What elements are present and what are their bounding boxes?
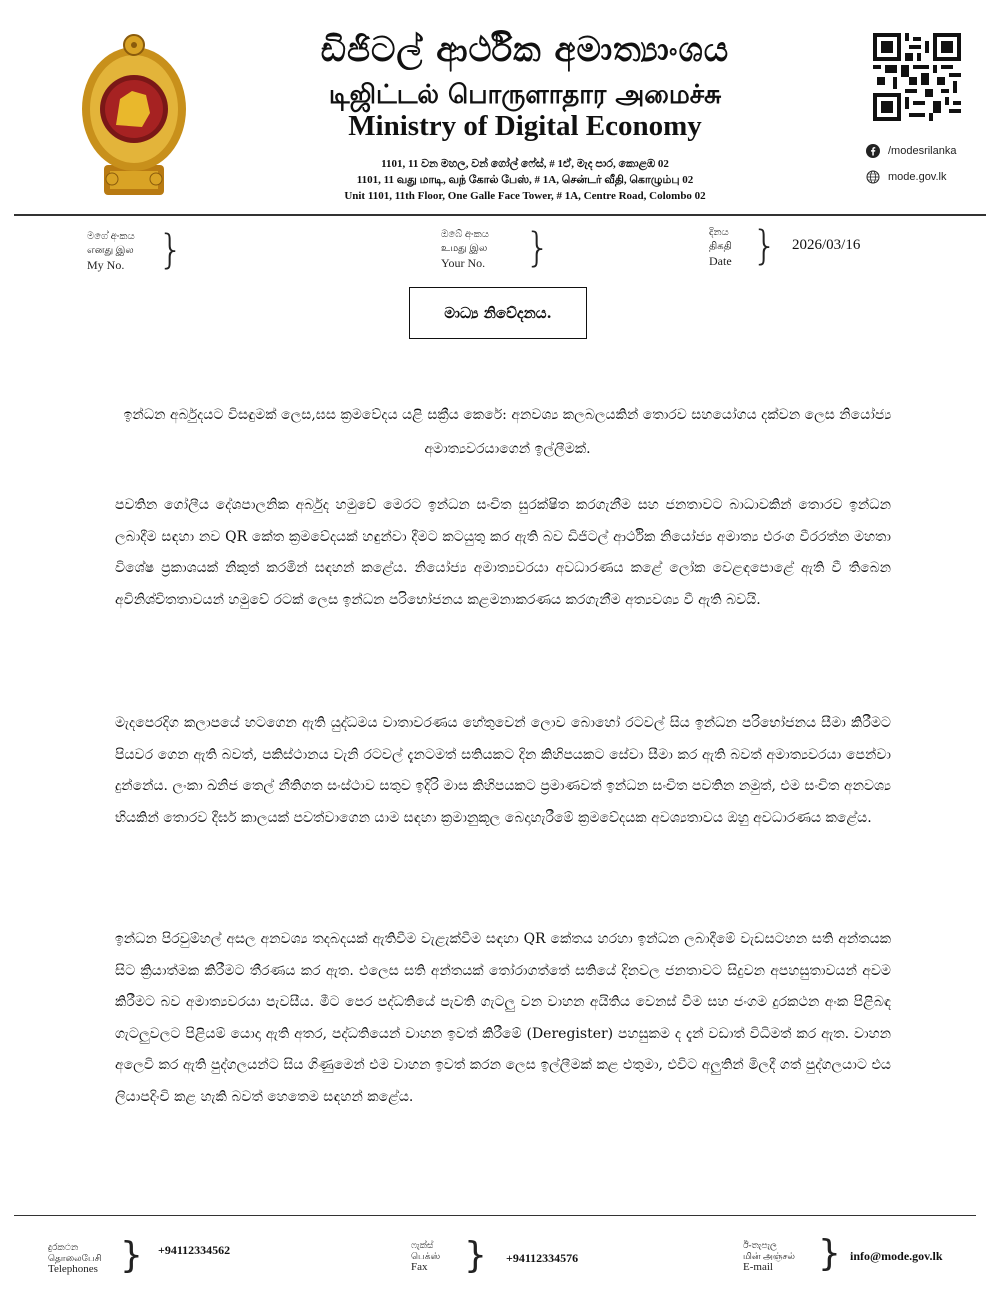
- paragraph-1: පවතින ගෝලීය දේශපාලනික අර්බුද හමුවේ මෙරට ඉන්ධන සංචිත සුරක්ෂිත කරගැනීම සහ ජනතාවට බාධාවකින් තොරව ඉන්ධන ලබාදීම සඳහා නව QR කේත ක්‍රමවේදයක් හඳුන්වා දීමට කටයුතු කර ඇති බව ඩිජිටල් ආර්ථික නියෝජ්‍ය අමාත්‍ය එරංග වීරරත්න මහතා විශේෂ ප්‍රකාශයක් නිකුත් කරමින් සඳහන් කළේය. නියෝජ්‍ය අමාත්‍යවරයා අවධාරණය කළේ ලෝක වෙළඳපොළේ ඇති වී තිබෙන අවිනිශ්චිතතාවයන් හමුවේ රටක් ලෙස ඉන්ධන පරිභෝජනය කළමනාකරණය කරගැනීම අත්‍යවශ්‍ය වී ඇති බවයි.: [115, 497, 891, 608]
- media-release-title: [409, 287, 587, 339]
- globe-icon: [866, 170, 880, 184]
- fax-label: ෆැක්ස් பெக்ஸ் Fax: [411, 1240, 441, 1273]
- date-value: 2026/03/16: [792, 237, 861, 253]
- paragraph-3: ඉන්ධන පිරවුම්හල් අසල අනවශ්‍ය තදබදයක් ඇතිවීම වැළැක්වීම සඳහා QR කේතය හරහා ඉන්ධන ලබාදීමේ වැඩසටහන සති අන්තයක සිට ක්‍රියාත්මක කිරීමට තීරණය කර ඇත. එලෙස සති අන්තයක් තෝරාගත්තේ සතියේ දිනවල ජනතාවට සිදුවන අපහසුතාවයන් අවම කිරීමට බව අමාත්‍යවරයා පැවසීය. මීට පෙර පද්ධතියේ පැවති ගැටලු වන වාහන අයිතිය වෙනස් වීම සහ ජංගම දුරකථන අංක පිළිබඳ ගැටලුවලට පිළියම් යොදා ඇති අතර, පද්ධතියෙන් වාහන ඉවත් කිරීමේ (Deregister) පහසුකම ද දැන් වඩාත් විධිමත් කර ඇත. වාහන අලෙවි කර ඇති පුද්ගලයන්ට සිය ගිණුමෙන් එම වාහන ඉවත් කරන ලෙස ඉල්ලීමක් කළ එතුමා, එවිට අලුතින් මිලදී ගත් පුද්ගලයාට එය ලියාපදිංචි කළ හැකි බවත් හෙතෙම සඳහන් කළේය.: [115, 931, 891, 1105]
- brace-email: }: [818, 1233, 841, 1274]
- my-number-label: මගේ අංකය எனது இல My No.: [87, 231, 135, 272]
- email-label: ඊ-තැපැල மின் அஞ்சல் E-mail: [743, 1240, 795, 1273]
- your-number-label: ඔබේ අංකය உமது இல Your No.: [441, 229, 489, 270]
- telephone-label: දුරකථන தொலைபேசி Telephones: [48, 1242, 102, 1275]
- headline: ඉන්ධන අර්බුදයට විසඳුමක් ලෙස,ඝස ක්‍රමවේදය යළි සක්‍රීය කෙරේ: අනවශ්‍ය කලබලයකින් තොරව සහයෝගය දක්වන ලෙස නියෝජ්‍ය අමාත්‍යවරයාගෙන් ඉල්ලීමක්.: [123, 407, 892, 457]
- address-english: Unit 1101, 11th Floor, One Galle Face Tower, # 1A, Centre Road, Colombo 02: [344, 190, 706, 202]
- date-label: දිනය திகதி Date: [709, 227, 732, 268]
- sri-lanka-emblem: [76, 33, 192, 199]
- ministry-title-english: Ministry of Digital Economy: [348, 110, 702, 142]
- ministry-title-tamil: டிஜிட்டல் பொருளாதார அமைச்சு: [328, 80, 722, 110]
- facebook-handle: /modesrilanka: [888, 145, 957, 157]
- qr-code: [873, 33, 961, 121]
- telephone-value[interactable]: +94112334562: [158, 1243, 231, 1257]
- address-sinhala: 1101, 11 වන මහල, වන් ගෝල් ෆේස්, # 1ඒ, මැද පාර, කොළඹ 02: [381, 158, 669, 170]
- fax-value: +94112334576: [506, 1251, 579, 1265]
- website-url: mode.gov.lk: [888, 171, 947, 183]
- email-value[interactable]: info@mode.gov.lk: [850, 1249, 943, 1263]
- facebook-link[interactable]: [866, 144, 956, 158]
- brace-fax: }: [464, 1235, 487, 1276]
- ministry-title-sinhala: ඩිජිටල් ආර්ථික අමාත්‍යාංශය: [320, 30, 730, 70]
- facebook-icon: [866, 144, 880, 158]
- website-link[interactable]: [866, 170, 947, 184]
- header-divider: [14, 214, 986, 216]
- footer-divider: [14, 1215, 976, 1216]
- media-release-text: මාධ්‍ය නිවේදනය.: [444, 304, 552, 322]
- brace-telephone: }: [120, 1235, 143, 1276]
- brace-date: }: [752, 223, 778, 269]
- brace-my-no: }: [158, 227, 184, 273]
- address-tamil: 1101, 11 வது மாடி, வந் கோல் பேஸ், # 1A, சென்டர் வீதி, கொழும்பு 02: [356, 174, 694, 186]
- paragraph-2: මැදපෙරදිග කලාපයේ හටගෙන ඇති යුද්ධමය වාතාවරණය හේතුවෙන් ලොව බොහෝ රටවල් සිය ඉන්ධන පරිභෝජනය සීමා කිරීමට පියවර ගෙන ඇති බවත්, පකිස්ථානය වැනි රටවල් දැනටමත් සතියකට දින කිහිපයකට සේවා සීමා කර ඇති බවත් අමාත්‍යවරයා පෙන්වා දුන්නේය. ලංකා ඛනිජ තෙල් නීතිගත සංස්ථාව සතුව ඉදිරි මාස කිහිපයකට ප්‍රමාණවත් ඉන්ධන සංචිත පවතින නමුත්, එම සංචිත අනවශ්‍ය භියකින් තොරව දීර්ඝ කාලයක් පවත්වාගෙන යාම සඳහා ක්‍රමානුකූල බෙදාහැරීමේ ක්‍රමවේදයක අවශ්‍යතාවය ඔහු අවධාරණය කළේය.: [115, 715, 891, 826]
- brace-your-no: }: [525, 225, 551, 271]
